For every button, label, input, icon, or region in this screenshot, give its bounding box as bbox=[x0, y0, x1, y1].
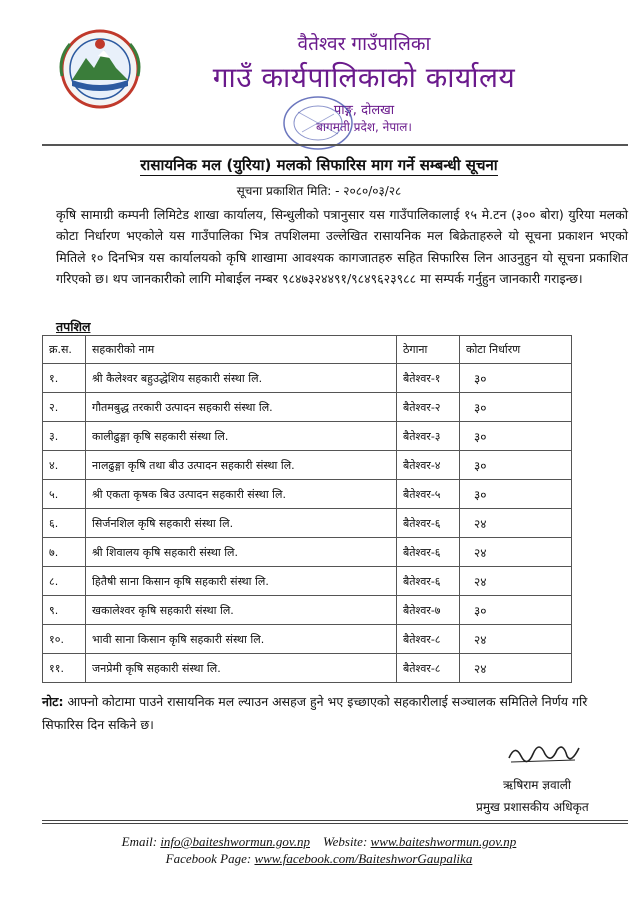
cell-cooperative-name: नालढुङ्गा कृषि तथा बीउ उत्पादन सहकारी संस्था लि. bbox=[86, 451, 397, 480]
table-row bbox=[43, 596, 572, 625]
cell-quota: २४ bbox=[460, 654, 572, 683]
signer-title: प्रमुख प्रशासकीय अधिकृत bbox=[476, 800, 589, 814]
cell-quota: २४ bbox=[460, 625, 572, 654]
cell-quota: २४ bbox=[460, 538, 572, 567]
cell-serial: २. bbox=[43, 393, 86, 422]
cell-address: बैतेश्वर-६ bbox=[397, 509, 460, 538]
table-row bbox=[43, 422, 572, 451]
table-header-row bbox=[43, 336, 572, 364]
note-label: नोट: bbox=[42, 694, 64, 709]
table-row bbox=[43, 567, 572, 596]
col-header-serial: क्र.स. bbox=[43, 336, 86, 364]
cell-quota: ३० bbox=[460, 393, 572, 422]
notice-body: कृषि सामाग्री कम्पनी लिमिटेड शाखा कार्यालय, सिन्धुलीको पत्रानुसार यस गाउँपालिकालाई १५ मे.टन (३०० बोरा) युरिया मलको कोटा निर्धारण भएकोले यस गाउँपालिका भित्र तपशिलमा उल्लेखित रासायनिक मल बिक्रेताहरुले यो सूचना प्रकाशन भएको मितिले १० दिनभित्र यस कार्यालयको कृषि शाखामा आवश्यक कागजातहरु सहित सिफारिस लिन आउनुहुन यो सूचना प्रकाशित गरिएको छ। थप जानकारीको लागि मोबाईल नम्बर ९८४७३२४४९१/९८४९६२३९८८ मा सम्पर्क गर्नुहुन जानकारी गराइन्छ। bbox=[56, 207, 628, 286]
email-label: Email: bbox=[121, 834, 158, 849]
facebook-label: Facebook Page: bbox=[165, 851, 252, 866]
office-name: गाउँ कार्यपालिकाको कार्यालय bbox=[212, 61, 516, 94]
cell-cooperative-name: भावी साना किसान कृषि सहकारी संस्था लि. bbox=[86, 625, 397, 654]
cell-quota: ३० bbox=[460, 596, 572, 625]
cell-address: बैतेश्वर-५ bbox=[397, 480, 460, 509]
cell-cooperative-name: जनप्रेमी कृषि सहकारी संस्था लि. bbox=[86, 654, 397, 683]
cell-serial: ५. bbox=[43, 480, 86, 509]
cell-serial: ६. bbox=[43, 509, 86, 538]
table-row bbox=[43, 451, 572, 480]
cell-quota: ३० bbox=[460, 364, 572, 393]
footer-contact bbox=[0, 834, 638, 850]
table-row bbox=[43, 654, 572, 683]
cell-quota: २४ bbox=[460, 567, 572, 596]
cell-serial: ८. bbox=[43, 567, 86, 596]
website-label: Website: bbox=[322, 834, 368, 849]
signer-name: ऋषिराम ज्ञवाली bbox=[503, 778, 572, 792]
cell-serial: ७. bbox=[43, 538, 86, 567]
header-divider bbox=[42, 144, 628, 146]
municipality-name: वैतेश्वर गाउँपालिका bbox=[297, 33, 431, 55]
schedule-label: तपशिल bbox=[56, 319, 91, 334]
cell-quota: ३० bbox=[460, 422, 572, 451]
notice-title bbox=[0, 155, 638, 175]
cell-address: बैतेश्वर-४ bbox=[397, 451, 460, 480]
cell-cooperative-name: सिर्जनशिल कृषि सहकारी संस्था लि. bbox=[86, 509, 397, 538]
cell-quota: २४ bbox=[460, 509, 572, 538]
cell-cooperative-name: हितैषी साना किसान कृषि सहकारी संस्था लि. bbox=[86, 567, 397, 596]
facebook-link[interactable]: www.facebook.com/BaiteshworGaupalika bbox=[254, 851, 473, 866]
cell-serial: १०. bbox=[43, 625, 86, 654]
cell-serial: १. bbox=[43, 364, 86, 393]
office-district: पाङ्ग, दोलखा bbox=[333, 103, 395, 118]
cell-quota: ३० bbox=[460, 451, 572, 480]
cell-address: बैतेश्वर-८ bbox=[397, 625, 460, 654]
table-row bbox=[43, 480, 572, 509]
cell-serial: ३. bbox=[43, 422, 86, 451]
note-text: आफ्नो कोटामा पाउने रासायनिक मल ल्याउन असहज हुने भए इच्छाएको सहकारीलाई सञ्चालक समितिले निर्णय गरि सिफारिस दिन सकिने छ। bbox=[42, 694, 588, 732]
table-body bbox=[43, 364, 572, 683]
cell-address: बैतेश्वर-२ bbox=[397, 393, 460, 422]
cell-serial: ९. bbox=[43, 596, 86, 625]
cell-cooperative-name: श्री कैलेश्वर बहुउद्धेशिय सहकारी संस्था लि. bbox=[86, 364, 397, 393]
table-row bbox=[43, 509, 572, 538]
cell-cooperative-name: गौतमबुद्ध तरकारी उत्पादन सहकारी संस्था लि. bbox=[86, 393, 397, 422]
col-header-name: सहकारीको नाम bbox=[86, 336, 397, 364]
cell-address: बैतेश्वर-१ bbox=[397, 364, 460, 393]
cell-cooperative-name: श्री एकता कृषक बिउ उत्पादन सहकारी संस्था लि. bbox=[86, 480, 397, 509]
website-link[interactable]: www.baiteshwormun.gov.np bbox=[370, 834, 517, 849]
table-row bbox=[43, 393, 572, 422]
signature bbox=[505, 734, 585, 770]
notice-title-text: रासायनिक मल (युरिया) मलको सिफारिस माग गर्ने सम्बन्धी सूचना bbox=[140, 156, 498, 174]
footer-facebook bbox=[0, 851, 638, 867]
cell-address: बैतेश्वर-८ bbox=[397, 654, 460, 683]
publish-date: सूचना प्रकाशित मिति: - २०८०/०३/२८ bbox=[236, 184, 402, 198]
cell-quota: ३० bbox=[460, 480, 572, 509]
cell-address: बैतेश्वर-३ bbox=[397, 422, 460, 451]
cell-address: बैतेश्वर-७ bbox=[397, 596, 460, 625]
cell-address: बैतेश्वर-६ bbox=[397, 567, 460, 596]
cell-address: बैतेश्वर-६ bbox=[397, 538, 460, 567]
col-header-quota: कोटा निर्धारण bbox=[460, 336, 572, 364]
cell-cooperative-name: खकालेश्वर कृषि सहकारी संस्था लि. bbox=[86, 596, 397, 625]
table-row bbox=[43, 538, 572, 567]
cell-serial: ४. bbox=[43, 451, 86, 480]
table-row bbox=[43, 625, 572, 654]
cell-cooperative-name: कालीढुङ्गा कृषि सहकारी संस्था लि. bbox=[86, 422, 397, 451]
note bbox=[42, 690, 628, 736]
footer-divider bbox=[42, 820, 628, 821]
cell-cooperative-name: श्री शिवालय कृषि सहकारी संस्था लि. bbox=[86, 538, 397, 567]
email-link[interactable]: info@baiteshwormun.gov.np bbox=[160, 834, 310, 849]
col-header-address: ठेगाना bbox=[397, 336, 460, 364]
footer-divider-secondary bbox=[42, 823, 628, 824]
office-province: बागमती प्रदेश, नेपाल। bbox=[316, 120, 412, 134]
cell-serial: ११. bbox=[43, 654, 86, 683]
cooperative-quota-table bbox=[42, 335, 572, 683]
table-row bbox=[43, 364, 572, 393]
